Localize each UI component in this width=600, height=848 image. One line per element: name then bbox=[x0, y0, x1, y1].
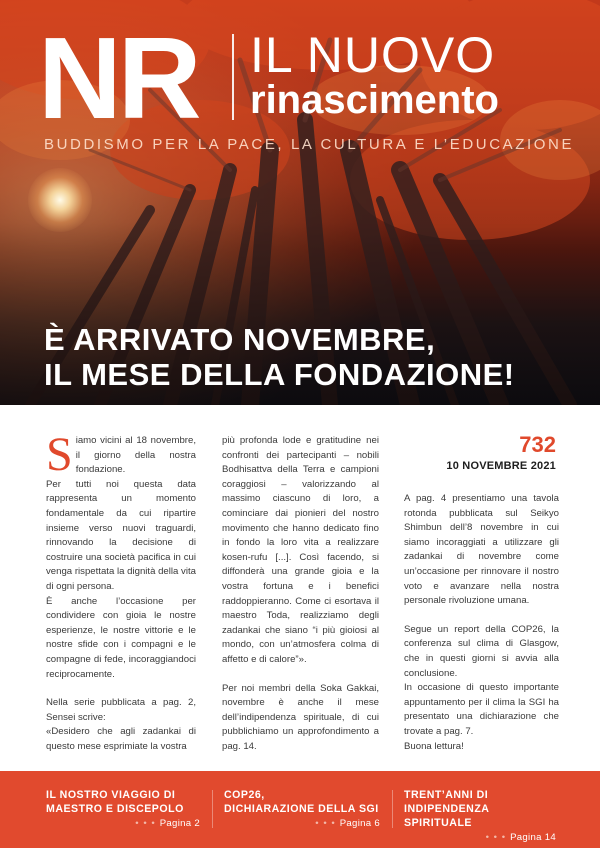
dots-icon: • • • bbox=[315, 818, 336, 829]
footer-separator bbox=[392, 790, 393, 828]
footer-item-page bbox=[224, 818, 380, 829]
col1-paragraph-4: Nella serie pubblicata a pag. 2, Sensei scrive: bbox=[46, 697, 196, 723]
col1-paragraph-5: «Desidero che agli zadankai di questo mese esprimiate la vostra bbox=[46, 726, 196, 752]
headline-line1: È ARRIVATO NOVEMBRE, bbox=[44, 322, 436, 357]
article-column-3 bbox=[404, 492, 559, 754]
cover-photo-autumn-forest bbox=[0, 0, 600, 405]
col3-paragraph-1: A pag. 4 presentiamo una tavola rotonda pubblicata sul Seikyo Shimbun dell’8 novembre in cui siamo incoraggiati a utilizzare gli zadankai di novembre come un’occasione per rinnovare il nostro voto e avanzare nella nostra personale rivoluzione umana. bbox=[404, 493, 559, 607]
footer-item-page bbox=[404, 832, 556, 843]
headline-line2: IL MESE DELLA FONDAZIONE! bbox=[44, 357, 515, 392]
footer-page-label: Pagina 6 bbox=[339, 818, 380, 829]
footer-item-page bbox=[46, 818, 200, 829]
col3-paragraph-2: Segue un report della COP26, la conferenza sul clima di Glasgow, che in questi giorni si avvia alla conclusione. bbox=[404, 623, 559, 679]
col1-paragraph-3: È anche l’occasione per condividere con gioia le nostre esperienze, le nostre vittorie e le nostre sfide con i compagni e le compagne di fede, incoraggiandoci reciprocamente. bbox=[46, 595, 196, 680]
article-column-1 bbox=[46, 428, 196, 754]
cover-headline bbox=[44, 322, 584, 392]
masthead-title-line2: rinascimento bbox=[250, 78, 499, 122]
footer-item-title-line1: COP26, bbox=[224, 789, 265, 801]
footer-item-indipendenza[interactable] bbox=[404, 788, 556, 843]
footer-page-label: Pagina 2 bbox=[159, 818, 200, 829]
footer-item-title-line2: INDIPENDENZA SPIRITUALE bbox=[404, 803, 490, 829]
nr-logo bbox=[38, 20, 216, 130]
col1-paragraph-1: iamo vicini al 18 novembre, il giorno della nostra fondazione. bbox=[75, 435, 196, 476]
dots-icon: • • • bbox=[135, 818, 156, 829]
col1-paragraph-2: Per tutti noi questa data rappresenta un momento fondamentale da cui ripartire insieme verso nuovi traguardi, rinnovando la decisione di costruire una società pacifica in cui venga rispettata la dignità della vita di ogni persona. bbox=[46, 478, 196, 592]
col3-paragraph-3: In occasione di questo importante appuntamento per il clima la SGI ha presentato una dichiarazione che trovate a pag. 7. bbox=[404, 682, 559, 737]
footer-item-maestro-discepolo[interactable] bbox=[46, 788, 200, 829]
footer-item-cop26[interactable] bbox=[224, 788, 380, 829]
col2-paragraph-1: più profonda lode e gratitudine nei confronti dei partecipanti – nobili Bodhisattva della Terra e campioni coraggiosi – valorizzando al massimo ciascuno di loro, a cominciare dai pionieri del nostro movimento che hanno dedicato fino in fondo la loro vita a realizzare kosen-rufu [...]. Così facendo, si diffonderà una grande gioia e la vostra fortuna e i benefici raddoppieranno. Come ci esortava il maestro Toda, realizziamo degli zadankai che siano “i più gioiosi al mondo, con un’atmosfera colma di affetto e di calore”». bbox=[222, 435, 379, 665]
dots-icon: • • • bbox=[485, 832, 507, 843]
masthead-divider bbox=[232, 34, 234, 120]
footer-item-title-line1: IL NOSTRO VIAGGIO DI bbox=[46, 789, 176, 801]
footer-item-title bbox=[404, 788, 556, 830]
masthead-title-line1: IL NUOVO bbox=[250, 27, 496, 83]
masthead-tagline: BUDDISMO PER LA PACE, LA CULTURA E L’EDUCAZIONE bbox=[44, 136, 575, 153]
col2-paragraph-2: Per noi membri della Soka Gakkai, novembre è anche il mese dell’indipendenza spirituale, di cui pubblichiamo un approfondimento a pag. 14. bbox=[222, 682, 379, 752]
footer-item-title-line2: DICHIARAZIONE DELLA SGI bbox=[224, 803, 379, 815]
nr-logo-letters: NR bbox=[38, 20, 198, 130]
drop-cap: S bbox=[46, 428, 73, 481]
footer-item-title-line2: MAESTRO E DISCEPOLO bbox=[46, 803, 184, 815]
issue-number: 732 bbox=[519, 432, 556, 457]
footer-item-title bbox=[224, 788, 380, 816]
footer-page-label: Pagina 14 bbox=[510, 832, 556, 843]
footer-item-title-line1: TRENT’ANNI DI bbox=[404, 789, 489, 801]
article-column-2 bbox=[222, 434, 379, 754]
footer-separator bbox=[212, 790, 213, 828]
sun-flare bbox=[28, 168, 92, 232]
col3-paragraph-4: Buona lettura! bbox=[404, 740, 464, 752]
issue-date: 10 NOVEMBRE 2021 bbox=[446, 460, 556, 472]
footer-item-title bbox=[46, 788, 200, 816]
